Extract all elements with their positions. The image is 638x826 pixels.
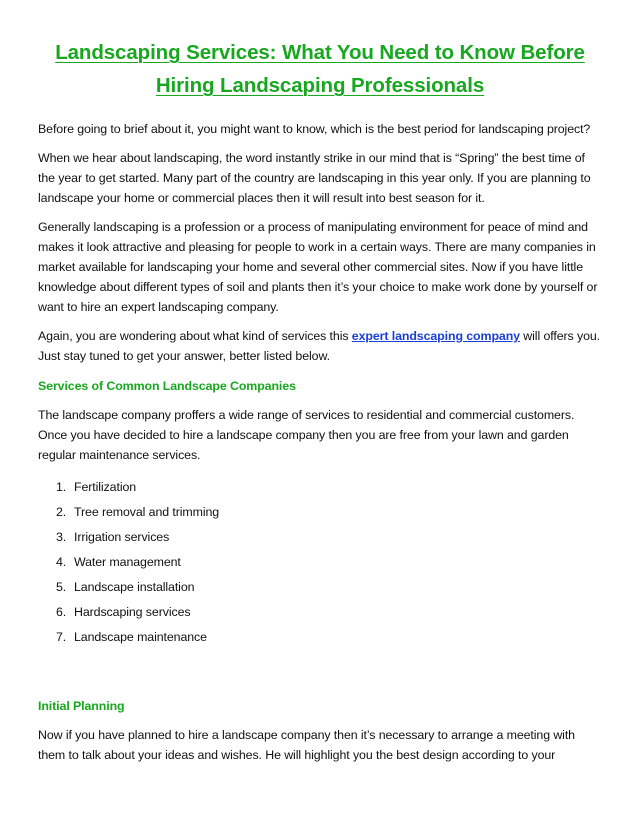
list-item-text: Water management — [74, 555, 181, 569]
list-item — [38, 575, 602, 600]
list-item — [38, 475, 602, 500]
page-title — [38, 36, 602, 102]
list-item-number: 1. — [56, 480, 67, 494]
list-item — [38, 600, 602, 625]
list-item — [38, 500, 602, 525]
list-item — [38, 550, 602, 575]
list-item-number: 6. — [56, 605, 67, 619]
list-item-number: 5. — [56, 580, 67, 594]
list-item-text: Landscape installation — [74, 580, 195, 594]
paragraph-services-intro: The landscape company proffers a wide range of services to residential and commercial customers. Once you have decided to hire a landscape company then you are free from your lawn and garden regular maintenance services. — [38, 408, 575, 462]
expert-landscaping-link[interactable]: expert landscaping company — [351, 329, 520, 343]
heading-services: Services of Common Landscape Companies — [38, 379, 296, 393]
list-item-number: 3. — [56, 530, 67, 544]
list-item-number: 2. — [56, 505, 67, 519]
list-item-text: Landscape maintenance — [74, 630, 207, 644]
paragraph-wondering-end: will offers you. Just stay tuned to get your answer, better listed below. — [38, 329, 600, 363]
paragraph-initial-planning: Now if you have planned to hire a landscape company then it’s necessary to arrange a meeting with them to talk about your ideas and wishes. He will highlight you the best design according to your — [38, 728, 575, 762]
title-line-1: Landscaping Services: What You Need to Know Before — [55, 41, 585, 64]
list-item — [38, 625, 602, 650]
document-page — [38, 36, 602, 765]
list-item-text: Irrigation services — [74, 530, 170, 544]
list-item-number: 4. — [56, 555, 67, 569]
paragraph-wondering — [38, 326, 602, 366]
title-line-2: Hiring Landscaping Professionals — [155, 74, 485, 97]
paragraph-general: Generally landscaping is a profession or a process of manipulating environment for peace of mind and makes it look attractive and pleasing for people to work in a certain ways. There are many companies in market available for landscaping your home and several other commercial sites. Now if you have little knowledge about different types of soil and plants then it’s your choice to make work done by yourself or want to hire an expert landscaping company. — [38, 220, 598, 314]
paragraph-intro: Before going to brief about it, you might want to know, which is the best period for landscaping project? — [38, 122, 591, 136]
list-item-text: Tree removal and trimming — [74, 505, 220, 519]
services-list — [38, 475, 602, 650]
heading-initial-planning: Initial Planning — [38, 699, 125, 713]
paragraph-wondering-start: Again, you are wondering about what kind of services this — [38, 329, 352, 343]
list-item-text: Hardscaping services — [74, 605, 191, 619]
paragraph-spring: When we hear about landscaping, the word instantly strike in our mind that is “Spring” the best time of the year to get started. Many part of the country are landscaping in this year only. If you are planning to landscape your home or commercial places then it will result into best season for it. — [38, 151, 591, 205]
list-item-number: 7. — [56, 630, 67, 644]
list-item — [38, 525, 602, 550]
list-item-text: Fertilization — [74, 480, 137, 494]
